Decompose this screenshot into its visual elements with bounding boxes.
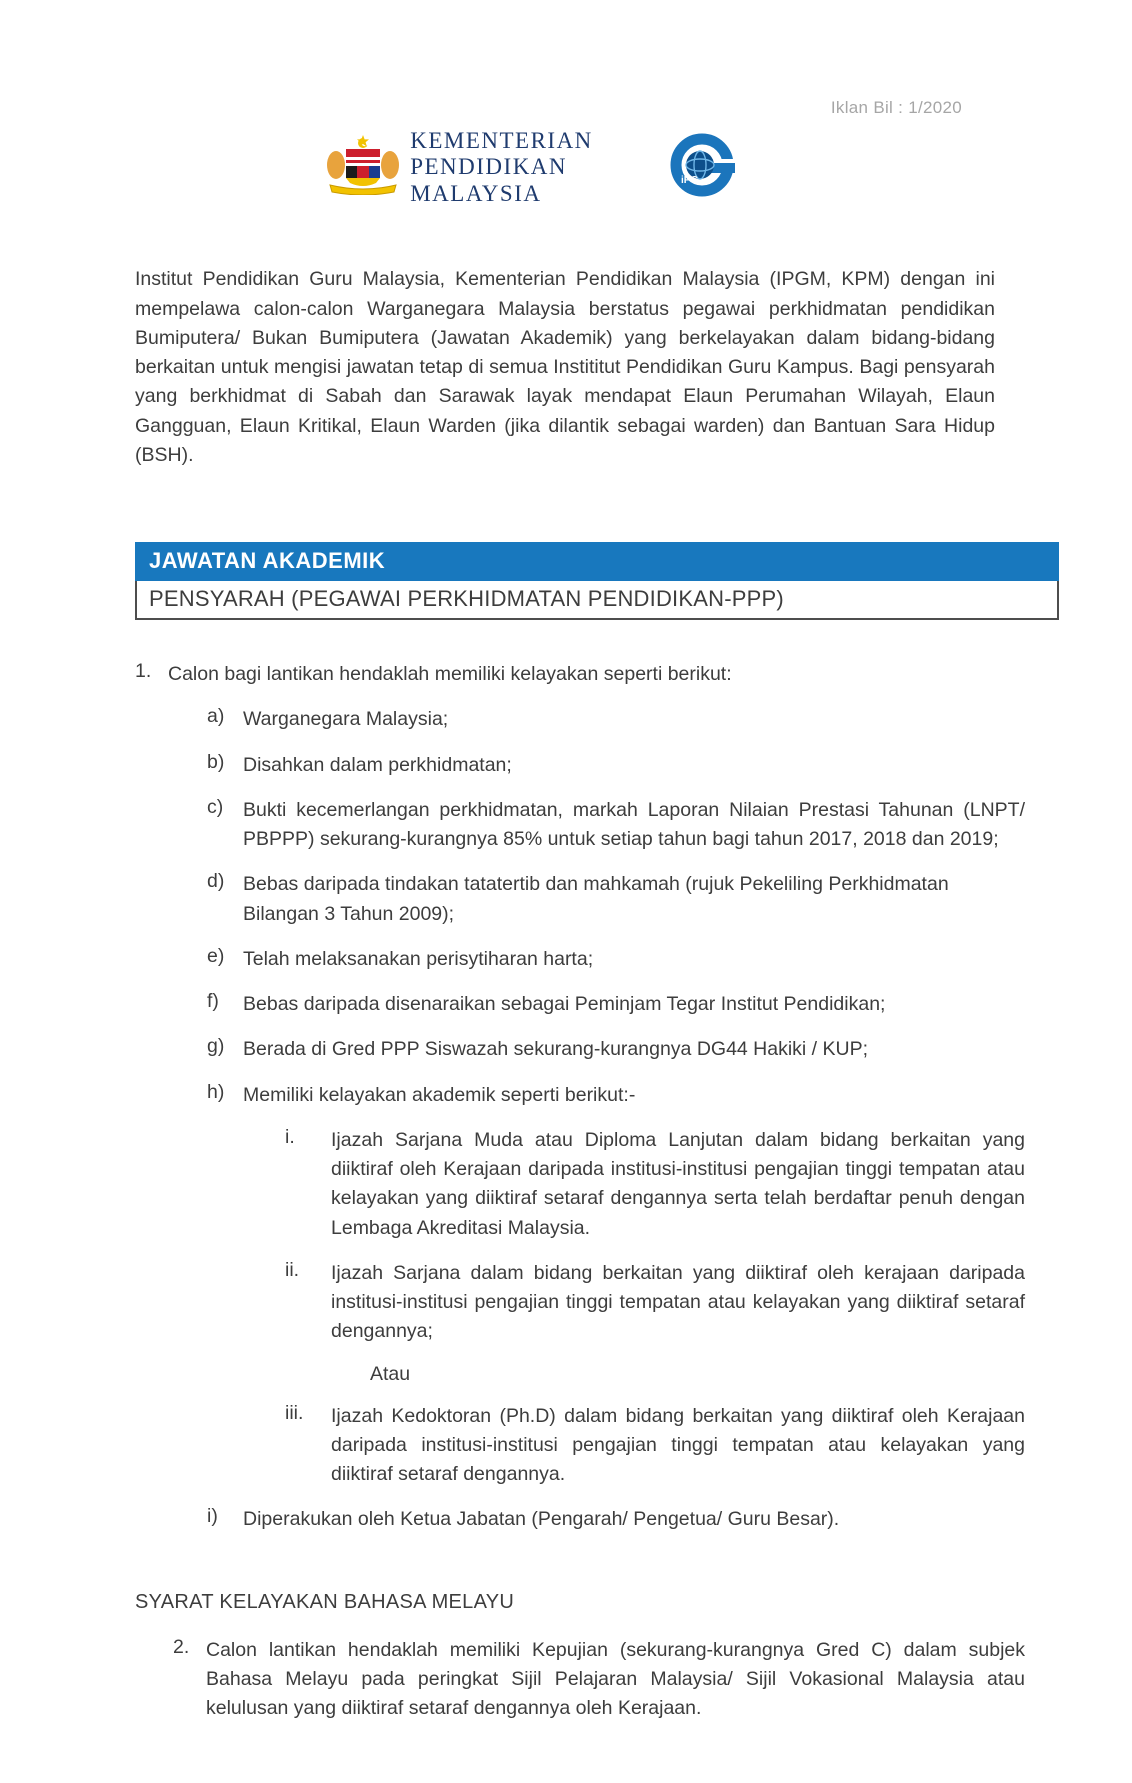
list-item-c-label: c): [207, 795, 224, 818]
sublist-item-ii-label: ii.: [285, 1258, 300, 1281]
sublist-item-ii: [285, 1259, 1025, 1347]
ipg-logo: [669, 133, 735, 202]
list-item-g-label: g): [207, 1035, 225, 1058]
connector-atau: Atau: [370, 1362, 411, 1385]
list-item-1-text: Calon bagi lantikan hendaklah memiliki kelayakan seperti berikut:: [168, 663, 732, 686]
list-item-2-number: 2.: [173, 1635, 190, 1658]
ministry-name-line1: KEMENTERIAN: [410, 128, 593, 153]
list-item-h-text: Memiliki kelayakan akademik seperti berikut:-: [243, 1083, 636, 1106]
list-item-2-text: Calon lantikan hendaklah memiliki Kepujian (sekurang-kurangnya Gred C) dalam subjek Bahasa Melayu pada peringkat Sijil Pelajaran Malaysia/ Sijil Vokasional Malaysia atau kelulusan yang diiktiraf setaraf dengannya oleh Kerajaan.: [206, 1638, 1025, 1720]
list-item-i: [207, 1505, 1025, 1534]
list-item-a-label: a): [207, 705, 225, 728]
list-item-1-number: 1.: [135, 660, 152, 683]
list-item-f-label: f): [207, 990, 219, 1013]
ipg-logo-text: iPG: [680, 175, 699, 187]
ministry-name-line2: PENDIDIKAN: [410, 154, 568, 180]
list-item-b-text: Disahkan dalam perkhidmatan;: [243, 753, 512, 776]
list-item-i-text: Diperakukan oleh Ketua Jabatan (Pengarah/ Pengetua/ Guru Besar).: [243, 1508, 840, 1531]
list-item-b-label: b): [207, 750, 225, 773]
intro-paragraph: Institut Pendidikan Guru Malaysia, Kementerian Pendidikan Malaysia (IPGM, KPM) dengan ini mempelawa calon-calon Warganegara Malaysia berstatus pegawai perkhidmatan pendidikan Bumiputera/ Bukan Bumiputera (Jawatan Akademik) yang berkelayakan dalam bidang-bidang berkaitan untuk mengisi jawatan tetap di semua Instititut Pendidikan Guru Kampus. Bagi pensyarah yang berkhidmat di Sabah dan Sarawak layak mendapat Elaun Perumahan Wilayah, Elaun Gangguan, Elaun Kritikal, Elaun Warden (jika dilantik sebagai warden) dan Bantuan Sara Hidup (BSH).: [135, 268, 995, 466]
sublist-item-i-label: i.: [285, 1125, 295, 1148]
sublist-item-i: [285, 1126, 1025, 1243]
list-item-h: [207, 1081, 1025, 1110]
list-item-1: [135, 660, 1025, 689]
list-item-f: [207, 990, 1025, 1019]
iklan-reference-label: Iklan Bil : 1/2020: [830, 98, 962, 117]
list-item-i-label: i): [207, 1505, 218, 1528]
sublist-item-iii: [285, 1402, 1025, 1490]
list-item-g: [207, 1035, 1025, 1064]
bm-requirement-heading: SYARAT KELAYAKAN BAHASA MELAYU: [135, 1590, 515, 1613]
list-item-c-text: Bukti kecemerlangan perkhidmatan, markah Laporan Nilaian Prestasi Tahunan (LNPT/ PBPPP) sekurang-kurangnya 85% untuk setiap tahun bagi tahun 2017, 2018 dan 2019;: [243, 798, 1025, 851]
list-item-2: [173, 1636, 1025, 1724]
ministry-name-line3: MALAYSIA: [410, 180, 542, 206]
sublist-item-iii-text: Ijazah Kedoktoran (Ph.D) dalam bidang berkaitan yang diiktiraf oleh Kerajaan daripada institusi-institusi pengajian tinggi tempatan atau kelayakan yang diiktiraf setaraf dengannya.: [331, 1404, 1025, 1486]
list-item-g-text: Berada di Gred PPP Siswazah sekurang-kurangnya DG44 Hakiki / KUP;: [243, 1038, 869, 1061]
list-item-c: [207, 796, 1025, 855]
section-subtitle-pensyarah: PENSYARAH (PEGAWAI PERKHIDMATAN PENDIDIKAN-PPP): [135, 581, 1059, 620]
ministry-logo-group: [326, 128, 593, 207]
list-item-e-text: Telah melaksanakan perisytiharan harta;: [243, 947, 594, 970]
list-item-a: [207, 705, 1025, 734]
sublist-item-i-text: Ijazah Sarjana Muda atau Diploma Lanjutan dalam bidang berkaitan yang diiktiraf oleh Kerajaan daripada institusi-institusi pengajian tinggi tempatan atau kelayakan yang diiktiraf setaraf dengannya serta telah berdaftar penuh dengan Lembaga Akreditasi Malaysia.: [331, 1128, 1025, 1239]
header-logos: [135, 128, 1056, 207]
list-item-d: [207, 870, 1025, 929]
list-item-a-text: Warganegara Malaysia;: [243, 708, 449, 731]
list-item-d-text: Bebas daripada tindakan tatatertib dan mahkamah (rujuk Pekeliling Perkhidmatan Bilangan 3 Tahun 2009);: [243, 873, 949, 925]
malaysia-coat-of-arms-icon: [326, 135, 400, 200]
sublist-item-ii-text: Ijazah Sarjana dalam bidang berkaitan yang diiktiraf oleh kerajaan daripada institusi-institusi pengajian tinggi tempatan atau kelayakan yang diiktiraf setaraf dengannya;: [331, 1261, 1025, 1343]
list-item-d-label: d): [207, 870, 225, 893]
section-bar-jawatan-akademik: JAWATAN AKADEMIK: [135, 542, 1059, 581]
list-item-f-text: Bebas daripada disenaraikan sebagai Peminjam Tegar Institut Pendidikan;: [243, 993, 886, 1016]
list-item-e: [207, 945, 1025, 974]
list-item-e-label: e): [207, 944, 225, 967]
sublist-item-iii-label: iii.: [285, 1401, 304, 1424]
list-item-h-label: h): [207, 1080, 225, 1103]
ministry-name: [410, 128, 593, 207]
list-item-b: [207, 751, 1025, 780]
